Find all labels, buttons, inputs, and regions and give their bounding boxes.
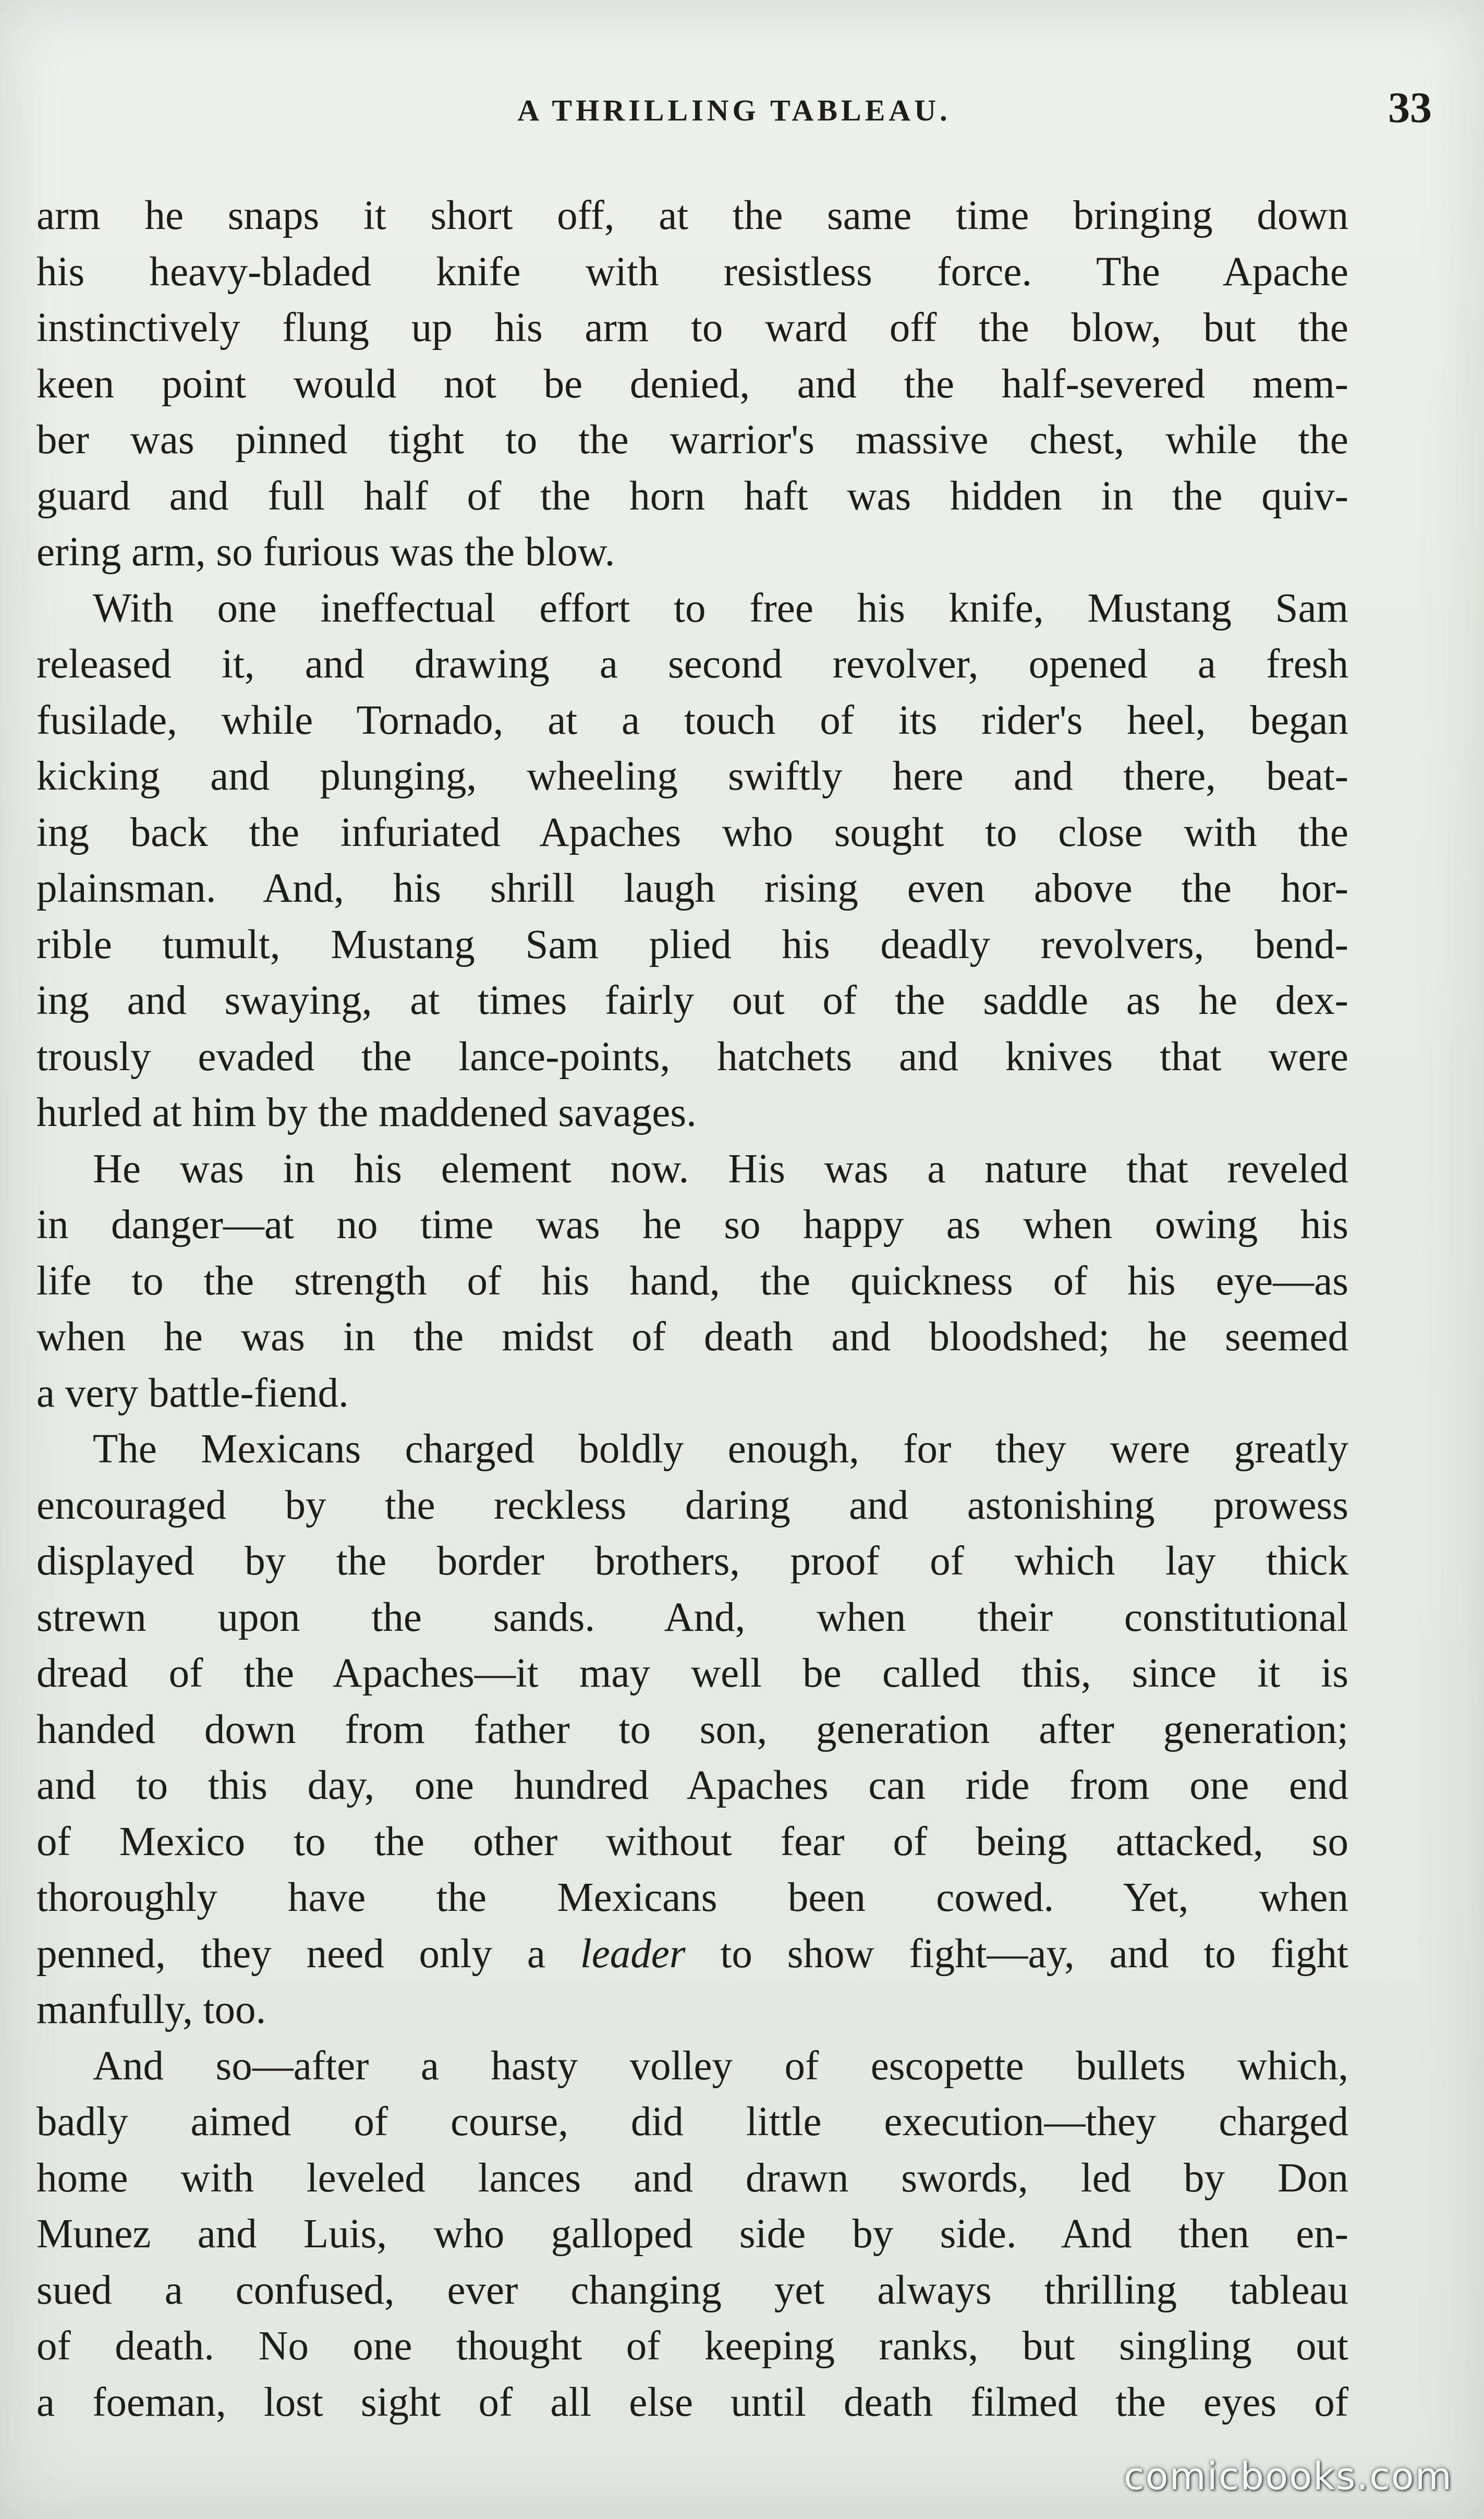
text-line: and to this day, one hundred Apaches can ride from one end [37,1763,1348,1808]
text-line: in danger—at no time was he so happy as when owing his [37,1202,1348,1248]
text-line: ber was pinned tight to the warrior's massive chest, while the [37,417,1348,463]
text-line: of Mexico to the other without fear of being attacked, so [37,1819,1348,1864]
paragraph-2 [37,580,1348,1141]
text-segment: penned, they need only a [37,1931,580,1977]
text-line: encouraged by the reckless daring and astonishing prowess [37,1482,1348,1528]
text-line: kicking and plunging, wheeling swiftly here and there, beat- [37,754,1348,799]
paragraph-1 [37,188,1348,580]
page-number: 33 [1388,83,1432,132]
text-line: hurled at him by the maddened savages. [37,1090,697,1135]
text-line: handed down from father to son, generation after generation; [37,1706,1348,1752]
text-line: released it, and drawing a second revolver, opened a fresh [37,641,1348,687]
text-line: displayed by the border brothers, proof of which lay thick [37,1539,1348,1584]
text-line: With one ineffectual effort to free his knife, Mustang Sam [93,585,1348,631]
text-line: Munez and Luis, who galloped side by side. And then en- [37,2211,1348,2257]
text-line: strewn upon the sands. And, when their constitutional [37,1594,1348,1640]
text-line: arm he snaps it short off, at the same time bringing down [37,193,1348,238]
text-line: keen point would not be denied, and the half-severed mem- [37,361,1348,407]
text-line: instinctively flung up his arm to ward off the blow, but the [37,305,1348,350]
text-line: home with leveled lances and drawn swords, led by Don [37,2155,1348,2201]
text-line: life to the strength of his hand, the quickness of his eye—as [37,1258,1348,1304]
text-line: badly aimed of course, did little execution—they charged [37,2099,1348,2145]
text-line: He was in his element now. His was a nature that reveled [93,1146,1348,1192]
text-line: rible tumult, Mustang Sam plied his deadly revolvers, bend- [37,922,1348,967]
text-line: The Mexicans charged boldly enough, for they were greatly [93,1426,1348,1472]
text-line: ering arm, so furious was the blow. [37,529,615,575]
paragraph-5 [37,2038,1348,2431]
text-line: a foeman, lost sight of all else until death filmed the eyes of [37,2379,1348,2425]
text-line: ing and swaying, at times fairly out of the saddle as he dex- [37,978,1348,1023]
emphasized-word: leader [580,1931,686,1977]
running-title: A THRILLING TABLEAU. [517,93,951,127]
text-line: when he was in the midst of death and bloodshed; he seemed [37,1314,1348,1360]
text-line: manfully, too. [37,1987,266,2032]
paragraph-3 [37,1141,1348,1422]
text-line: ing back the infuriated Apaches who sought to close with the [37,809,1348,855]
running-header [37,82,1432,145]
watermark: comicbooks.com [1123,2454,1453,2498]
text-line: sued a confused, ever changing yet always thrilling tableau [37,2267,1348,2313]
text-line: his heavy-bladed knife with resistless force. The Apache [37,249,1348,295]
text-line: And so—after a hasty volley of escopette bullets which, [93,2043,1348,2089]
text-line: a very battle-fiend. [37,1370,349,1416]
text-line: plainsman. And, his shrill laugh rising even above the hor- [37,866,1348,911]
paragraph-4 [37,1421,1348,2038]
text-line: fusilade, while Tornado, at a touch of its rider's heel, began [37,697,1348,743]
text-line: dread of the Apaches—it may well be called this, since it is [37,1651,1348,1696]
text-segment: to show fight—ay, and to fight [685,1931,1348,1977]
text-line: of death. No one thought of keeping ranks, but singling out [37,2323,1348,2369]
text-line-with-emphasis [37,1926,1348,1982]
body-text [37,188,1348,2430]
text-line: trously evaded the lance-points, hatchets and knives that were [37,1034,1348,1080]
text-line: thoroughly have the Mexicans been cowed. Yet, when [37,1875,1348,1920]
text-line: guard and full half of the horn haft was hidden in the quiv- [37,473,1348,519]
